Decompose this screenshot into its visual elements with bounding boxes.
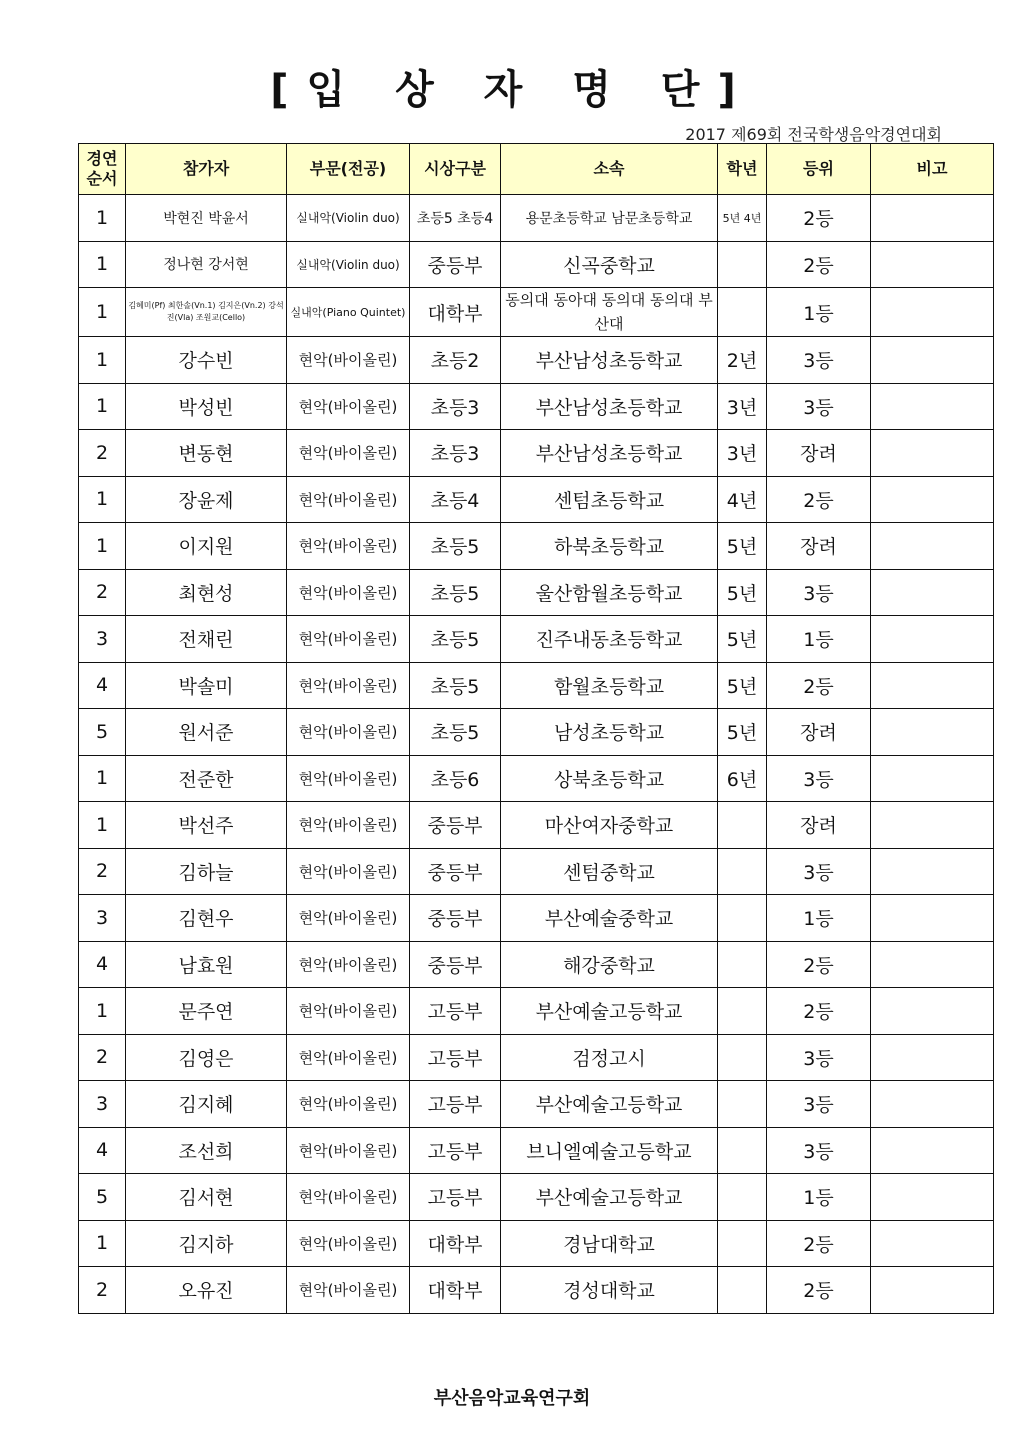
cell-affiliation: 브니엘예술고등학교	[501, 1127, 718, 1174]
cell-rank: 3등	[767, 1034, 871, 1081]
cell-department: 현악(바이올린)	[287, 1127, 410, 1174]
cell-participant: 김현우	[126, 895, 287, 942]
cell-affiliation: 함월초등학교	[501, 662, 718, 709]
cell-grade: 5년	[718, 569, 767, 616]
cell-rank: 3등	[767, 1081, 871, 1128]
header-rank: 등위	[767, 144, 871, 195]
cell-affiliation: 해강중학교	[501, 941, 718, 988]
table-row	[79, 1034, 994, 1081]
cell-participant: 박현진 박윤서	[126, 195, 287, 242]
cell-grade: 4년	[718, 476, 767, 523]
cell-grade	[718, 941, 767, 988]
cell-affiliation: 경남대학교	[501, 1220, 718, 1267]
cell-department: 실내악(Violin duo)	[287, 241, 410, 288]
table-row	[79, 337, 994, 384]
cell-affiliation: 마산여자중학교	[501, 802, 718, 849]
cell-note	[871, 523, 994, 570]
cell-category: 초등5	[410, 662, 501, 709]
cell-department: 현악(바이올린)	[287, 1220, 410, 1267]
cell-grade	[718, 1220, 767, 1267]
cell-category: 초등5	[410, 523, 501, 570]
cell-order: 4	[79, 662, 126, 709]
cell-affiliation: 부산남성초등학교	[501, 337, 718, 384]
cell-order: 1	[79, 523, 126, 570]
header-department: 부문(전공)	[287, 144, 410, 195]
cell-affiliation: 부산남성초등학교	[501, 383, 718, 430]
cell-department: 현악(바이올린)	[287, 988, 410, 1035]
cell-order: 2	[79, 848, 126, 895]
cell-category: 중등부	[410, 802, 501, 849]
cell-participant: 정나현 강서현	[126, 241, 287, 288]
table-row	[79, 569, 994, 616]
cell-affiliation: 경성대학교	[501, 1267, 718, 1314]
cell-rank: 3등	[767, 848, 871, 895]
cell-order: 1	[79, 383, 126, 430]
cell-affiliation: 부산예술고등학교	[501, 988, 718, 1035]
page-title: [입 상 자 명 단]	[270, 67, 754, 113]
cell-rank: 1등	[767, 895, 871, 942]
cell-grade	[718, 895, 767, 942]
cell-department: 현악(바이올린)	[287, 709, 410, 756]
cell-category: 초등5	[410, 569, 501, 616]
cell-category: 초등2	[410, 337, 501, 384]
cell-order: 1	[79, 241, 126, 288]
cell-grade	[718, 1174, 767, 1221]
cell-note	[871, 616, 994, 663]
cell-order: 2	[79, 1034, 126, 1081]
cell-rank: 2등	[767, 1267, 871, 1314]
cell-order: 1	[79, 476, 126, 523]
cell-order: 1	[79, 802, 126, 849]
cell-rank: 2등	[767, 476, 871, 523]
table-row	[79, 1127, 994, 1174]
cell-category: 고등부	[410, 1127, 501, 1174]
cell-grade: 5년	[718, 616, 767, 663]
cell-order: 1	[79, 195, 126, 242]
cell-category: 중등부	[410, 895, 501, 942]
cell-participant: 최현성	[126, 569, 287, 616]
cell-department: 현악(바이올린)	[287, 1174, 410, 1221]
cell-note	[871, 476, 994, 523]
cell-department: 현악(바이올린)	[287, 569, 410, 616]
cell-note	[871, 848, 994, 895]
cell-rank: 2등	[767, 941, 871, 988]
table-row	[79, 755, 994, 802]
table-row	[79, 662, 994, 709]
cell-order: 1	[79, 337, 126, 384]
cell-order: 1	[79, 288, 126, 337]
cell-note	[871, 1267, 994, 1314]
cell-note	[871, 383, 994, 430]
cell-grade	[718, 1034, 767, 1081]
table-row	[79, 616, 994, 663]
table-row	[79, 288, 994, 337]
header-order-line1: 경연	[86, 149, 118, 168]
cell-affiliation: 부산예술고등학교	[501, 1081, 718, 1128]
cell-grade	[718, 288, 767, 337]
cell-grade	[718, 988, 767, 1035]
cell-grade	[718, 802, 767, 849]
cell-category: 중등부	[410, 241, 501, 288]
table-row	[79, 709, 994, 756]
cell-category: 초등6	[410, 755, 501, 802]
cell-note	[871, 569, 994, 616]
cell-affiliation: 울산함월초등학교	[501, 569, 718, 616]
cell-department: 현악(바이올린)	[287, 1034, 410, 1081]
cell-affiliation: 신곡중학교	[501, 241, 718, 288]
cell-category: 대학부	[410, 288, 501, 337]
cell-department: 현악(바이올린)	[287, 941, 410, 988]
cell-rank: 장려	[767, 430, 871, 477]
cell-department: 현악(바이올린)	[287, 616, 410, 663]
cell-participant: 강수빈	[126, 337, 287, 384]
cell-category: 고등부	[410, 1034, 501, 1081]
cell-affiliation: 용문초등학교 남문초등학교	[501, 195, 718, 242]
cell-category: 고등부	[410, 1081, 501, 1128]
cell-department: 실내악(Piano Quintet)	[287, 288, 410, 337]
cell-grade: 5년	[718, 709, 767, 756]
cell-affiliation: 동의대 동아대 동의대 동의대 부산대	[501, 288, 718, 337]
cell-participant: 오유진	[126, 1267, 287, 1314]
cell-category: 초등3	[410, 430, 501, 477]
cell-participant: 박솔미	[126, 662, 287, 709]
table-row	[79, 802, 994, 849]
cell-category: 고등부	[410, 1174, 501, 1221]
cell-affiliation: 검정고시	[501, 1034, 718, 1081]
header-category: 시상구분	[410, 144, 501, 195]
cell-category: 고등부	[410, 988, 501, 1035]
header-order-line2: 순서	[86, 169, 118, 188]
cell-note	[871, 288, 994, 337]
cell-participant: 김혜미(Pf) 최한솔(Vn.1) 김지은(Vn.2) 강석진(Vla) 조원교(Cello)	[126, 288, 287, 337]
cell-rank: 1등	[767, 616, 871, 663]
cell-participant: 전채린	[126, 616, 287, 663]
cell-order: 3	[79, 895, 126, 942]
cell-grade	[718, 1267, 767, 1314]
cell-order: 5	[79, 1174, 126, 1221]
cell-rank: 3등	[767, 383, 871, 430]
table-row	[79, 1220, 994, 1267]
cell-note	[871, 430, 994, 477]
cell-department: 현악(바이올린)	[287, 895, 410, 942]
table-row	[79, 383, 994, 430]
cell-participant: 조선희	[126, 1127, 287, 1174]
cell-affiliation: 남성초등학교	[501, 709, 718, 756]
cell-note	[871, 337, 994, 384]
cell-grade	[718, 241, 767, 288]
cell-rank: 3등	[767, 1127, 871, 1174]
table-row	[79, 430, 994, 477]
cell-order: 2	[79, 430, 126, 477]
cell-participant: 원서준	[126, 709, 287, 756]
cell-category: 대학부	[410, 1220, 501, 1267]
cell-order: 2	[79, 569, 126, 616]
table-row	[79, 1267, 994, 1314]
cell-department: 현악(바이올린)	[287, 1081, 410, 1128]
cell-participant: 변동현	[126, 430, 287, 477]
cell-rank: 1등	[767, 288, 871, 337]
table-row	[79, 941, 994, 988]
cell-category: 초등3	[410, 383, 501, 430]
cell-department: 현악(바이올린)	[287, 523, 410, 570]
cell-note	[871, 941, 994, 988]
header-participant: 참가자	[126, 144, 287, 195]
cell-department: 현악(바이올린)	[287, 802, 410, 849]
table-header-row	[79, 144, 994, 195]
cell-note	[871, 755, 994, 802]
cell-rank: 3등	[767, 337, 871, 384]
cell-order: 3	[79, 1081, 126, 1128]
competition-subtitle: 2017 제69회 전국학생음악경연대회	[685, 125, 942, 144]
cell-note	[871, 195, 994, 242]
cell-department: 현악(바이올린)	[287, 337, 410, 384]
cell-participant: 박선주	[126, 802, 287, 849]
cell-rank: 1등	[767, 1174, 871, 1221]
cell-rank: 2등	[767, 195, 871, 242]
cell-grade: 3년	[718, 430, 767, 477]
cell-note	[871, 662, 994, 709]
cell-category: 대학부	[410, 1267, 501, 1314]
cell-department: 현악(바이올린)	[287, 1267, 410, 1314]
cell-note	[871, 1127, 994, 1174]
cell-note	[871, 802, 994, 849]
cell-category: 중등부	[410, 848, 501, 895]
cell-grade	[718, 1081, 767, 1128]
header-affiliation: 소속	[501, 144, 718, 195]
header-note: 비고	[871, 144, 994, 195]
cell-rank: 2등	[767, 1220, 871, 1267]
table-row	[79, 1081, 994, 1128]
cell-rank: 장려	[767, 709, 871, 756]
cell-order: 1	[79, 1220, 126, 1267]
cell-participant: 장윤제	[126, 476, 287, 523]
cell-grade: 5년	[718, 662, 767, 709]
cell-order: 1	[79, 755, 126, 802]
cell-department: 현악(바이올린)	[287, 476, 410, 523]
cell-order: 4	[79, 1127, 126, 1174]
cell-grade	[718, 1127, 767, 1174]
cell-participant: 김지하	[126, 1220, 287, 1267]
cell-grade: 2년	[718, 337, 767, 384]
cell-note	[871, 709, 994, 756]
cell-affiliation: 진주내동초등학교	[501, 616, 718, 663]
cell-note	[871, 1174, 994, 1221]
cell-rank: 2등	[767, 241, 871, 288]
table-row	[79, 241, 994, 288]
cell-rank: 장려	[767, 802, 871, 849]
cell-order: 4	[79, 941, 126, 988]
cell-note	[871, 895, 994, 942]
table-row	[79, 848, 994, 895]
cell-order: 3	[79, 616, 126, 663]
cell-affiliation: 하북초등학교	[501, 523, 718, 570]
header-grade: 학년	[718, 144, 767, 195]
cell-department: 현악(바이올린)	[287, 430, 410, 477]
header-order	[79, 144, 126, 195]
cell-participant: 김영은	[126, 1034, 287, 1081]
cell-category: 초등5 초등4	[410, 195, 501, 242]
cell-rank: 2등	[767, 988, 871, 1035]
cell-participant: 전준한	[126, 755, 287, 802]
cell-order: 2	[79, 1267, 126, 1314]
cell-rank: 3등	[767, 569, 871, 616]
cell-rank: 2등	[767, 662, 871, 709]
cell-category: 초등5	[410, 616, 501, 663]
cell-grade	[718, 848, 767, 895]
cell-note	[871, 1081, 994, 1128]
cell-rank: 장려	[767, 523, 871, 570]
cell-participant: 이지원	[126, 523, 287, 570]
cell-grade: 5년 4년	[718, 195, 767, 242]
cell-affiliation: 센텀초등학교	[501, 476, 718, 523]
cell-grade: 5년	[718, 523, 767, 570]
table-row	[79, 195, 994, 242]
cell-note	[871, 1220, 994, 1267]
table-row	[79, 1174, 994, 1221]
cell-affiliation: 부산예술고등학교	[501, 1174, 718, 1221]
cell-affiliation: 부산예술중학교	[501, 895, 718, 942]
cell-department: 실내악(Violin duo)	[287, 195, 410, 242]
cell-grade: 6년	[718, 755, 767, 802]
organization-footer: 부산음악교육연구회	[433, 1388, 591, 1409]
cell-grade: 3년	[718, 383, 767, 430]
cell-category: 초등5	[410, 709, 501, 756]
cell-participant: 남효원	[126, 941, 287, 988]
table-row	[79, 988, 994, 1035]
cell-category: 중등부	[410, 941, 501, 988]
cell-participant: 문주연	[126, 988, 287, 1035]
cell-order: 5	[79, 709, 126, 756]
cell-participant: 김하늘	[126, 848, 287, 895]
winners-table	[78, 143, 994, 1314]
cell-category: 초등4	[410, 476, 501, 523]
cell-department: 현악(바이올린)	[287, 848, 410, 895]
table-row	[79, 895, 994, 942]
cell-affiliation: 부산남성초등학교	[501, 430, 718, 477]
cell-affiliation: 센텀중학교	[501, 848, 718, 895]
table-row	[79, 523, 994, 570]
cell-note	[871, 241, 994, 288]
cell-participant: 김지혜	[126, 1081, 287, 1128]
cell-participant: 김서현	[126, 1174, 287, 1221]
cell-note	[871, 1034, 994, 1081]
cell-department: 현악(바이올린)	[287, 383, 410, 430]
cell-participant: 박성빈	[126, 383, 287, 430]
cell-order: 1	[79, 988, 126, 1035]
cell-department: 현악(바이올린)	[287, 662, 410, 709]
cell-department: 현악(바이올린)	[287, 755, 410, 802]
cell-affiliation: 상북초등학교	[501, 755, 718, 802]
cell-rank: 3등	[767, 755, 871, 802]
table-row	[79, 476, 994, 523]
cell-note	[871, 988, 994, 1035]
